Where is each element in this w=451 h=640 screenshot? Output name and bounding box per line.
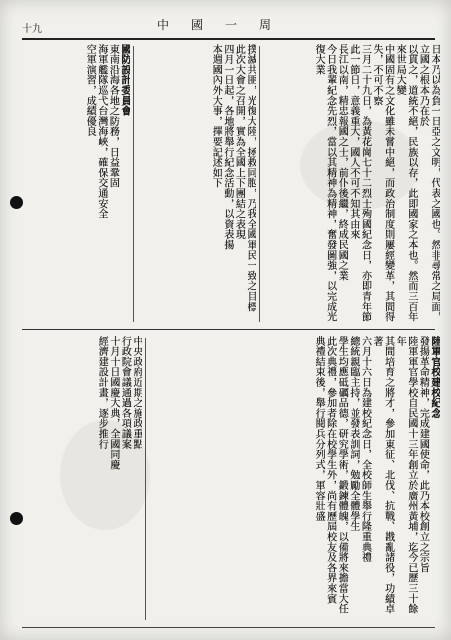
text-column: 今日我輩紀念先烈，當以其精神為精神，奮發圖強，以完成光復大業	[313, 44, 336, 323]
text-column: 發揚革命精神，完成建國使命，此乃本校創立之宗旨	[417, 336, 429, 573]
article-heading: 陸軍官校建校紀念	[429, 336, 440, 419]
page-number: 十九	[22, 24, 42, 35]
text-column: 總統親臨主持，並發表訓詞，勉勵全體學生	[347, 336, 359, 532]
page-header-title: 中國一周	[156, 18, 293, 32]
text-block-top-left	[34, 44, 130, 324]
text-block-top-right	[262, 44, 440, 324]
text-column: 學生均應砥礪品德，研究學術，鍛鍊體魄，以備將來擔當大任	[336, 336, 348, 615]
section-heading: 國防設計委員會	[119, 44, 130, 117]
header-rule	[22, 38, 435, 40]
text-block-top-center	[136, 44, 256, 324]
text-column: 長江以南，精忠報國之士，前仆後繼，終成民國之業	[336, 44, 348, 281]
text-column: 經濟建設計畫，逐步推行	[96, 336, 108, 450]
text-column: 典禮結束後，舉行閱兵分列式，軍容壯盛	[313, 336, 325, 522]
text-column: 撲滅共匪，光復大陸，拯救同胞，乃我全國軍民一致之目標	[245, 44, 256, 312]
text-column: 中央政府近期之施政重點	[131, 336, 142, 450]
text-column: 東南沿海各地之防務，日益鞏固	[107, 44, 119, 189]
section-rule	[22, 329, 435, 330]
text-column: 以貫之，道統不絕，民族以存，此即國家之本也。然而三百年來世局大變	[394, 44, 417, 323]
text-column: 海軍艦隊巡弋台灣海峽，確保交通安全	[95, 44, 107, 220]
text-column: 此次大會之召開，實為全國上下團結之表現	[233, 44, 245, 240]
text-column: 六月十六日為建校紀念日，全校師生舉行隆重典禮	[359, 336, 371, 563]
text-column: 空軍演習，成績優良	[84, 44, 96, 137]
text-column: 陸軍軍官學校自民國十三年創立於廣州黃埔，迄今已歷三十餘年	[394, 336, 417, 615]
text-block-bottom-left	[34, 336, 142, 622]
text-column: 行政院會議通過各項議案	[119, 336, 131, 450]
binder-hole	[10, 512, 23, 525]
text-column: 本週國內外大事，擇要記述如下	[210, 44, 222, 189]
text-column: 其間培育之將才，參加東征、北伐、抗戰、戡亂諸役，功績卓著	[371, 336, 394, 615]
text-column: 三月二十九日，為黃花崗七十二烈士殉國紀念日，亦即青年節	[359, 44, 371, 323]
text-column: 此一節日，意義重大，國人不可不知其由來	[347, 44, 359, 240]
column-divider	[133, 46, 134, 322]
footer-rule	[22, 627, 435, 628]
column-divider	[145, 338, 146, 620]
text-block-bottom-right	[148, 336, 440, 622]
text-column: 此次典禮，參加者除在校學生外，尚有歷屆校友及各界來賓	[324, 336, 336, 604]
text-column: 中國固有之文化雖未嘗中絕，而政治制度則屢經變革，其間得失，不可不察	[371, 44, 394, 323]
text-column: 十月十日國慶大典，全國同慶	[107, 336, 119, 470]
binder-hole	[10, 196, 23, 209]
text-column: 四月一日起，各地將舉行紀念活動，以資表揚	[221, 44, 233, 250]
text-column: 日本乃以為負一日亞之文明，代表之國也。然非尋常之局面，立國之根本乃在於	[417, 44, 440, 323]
column-divider	[259, 46, 260, 322]
